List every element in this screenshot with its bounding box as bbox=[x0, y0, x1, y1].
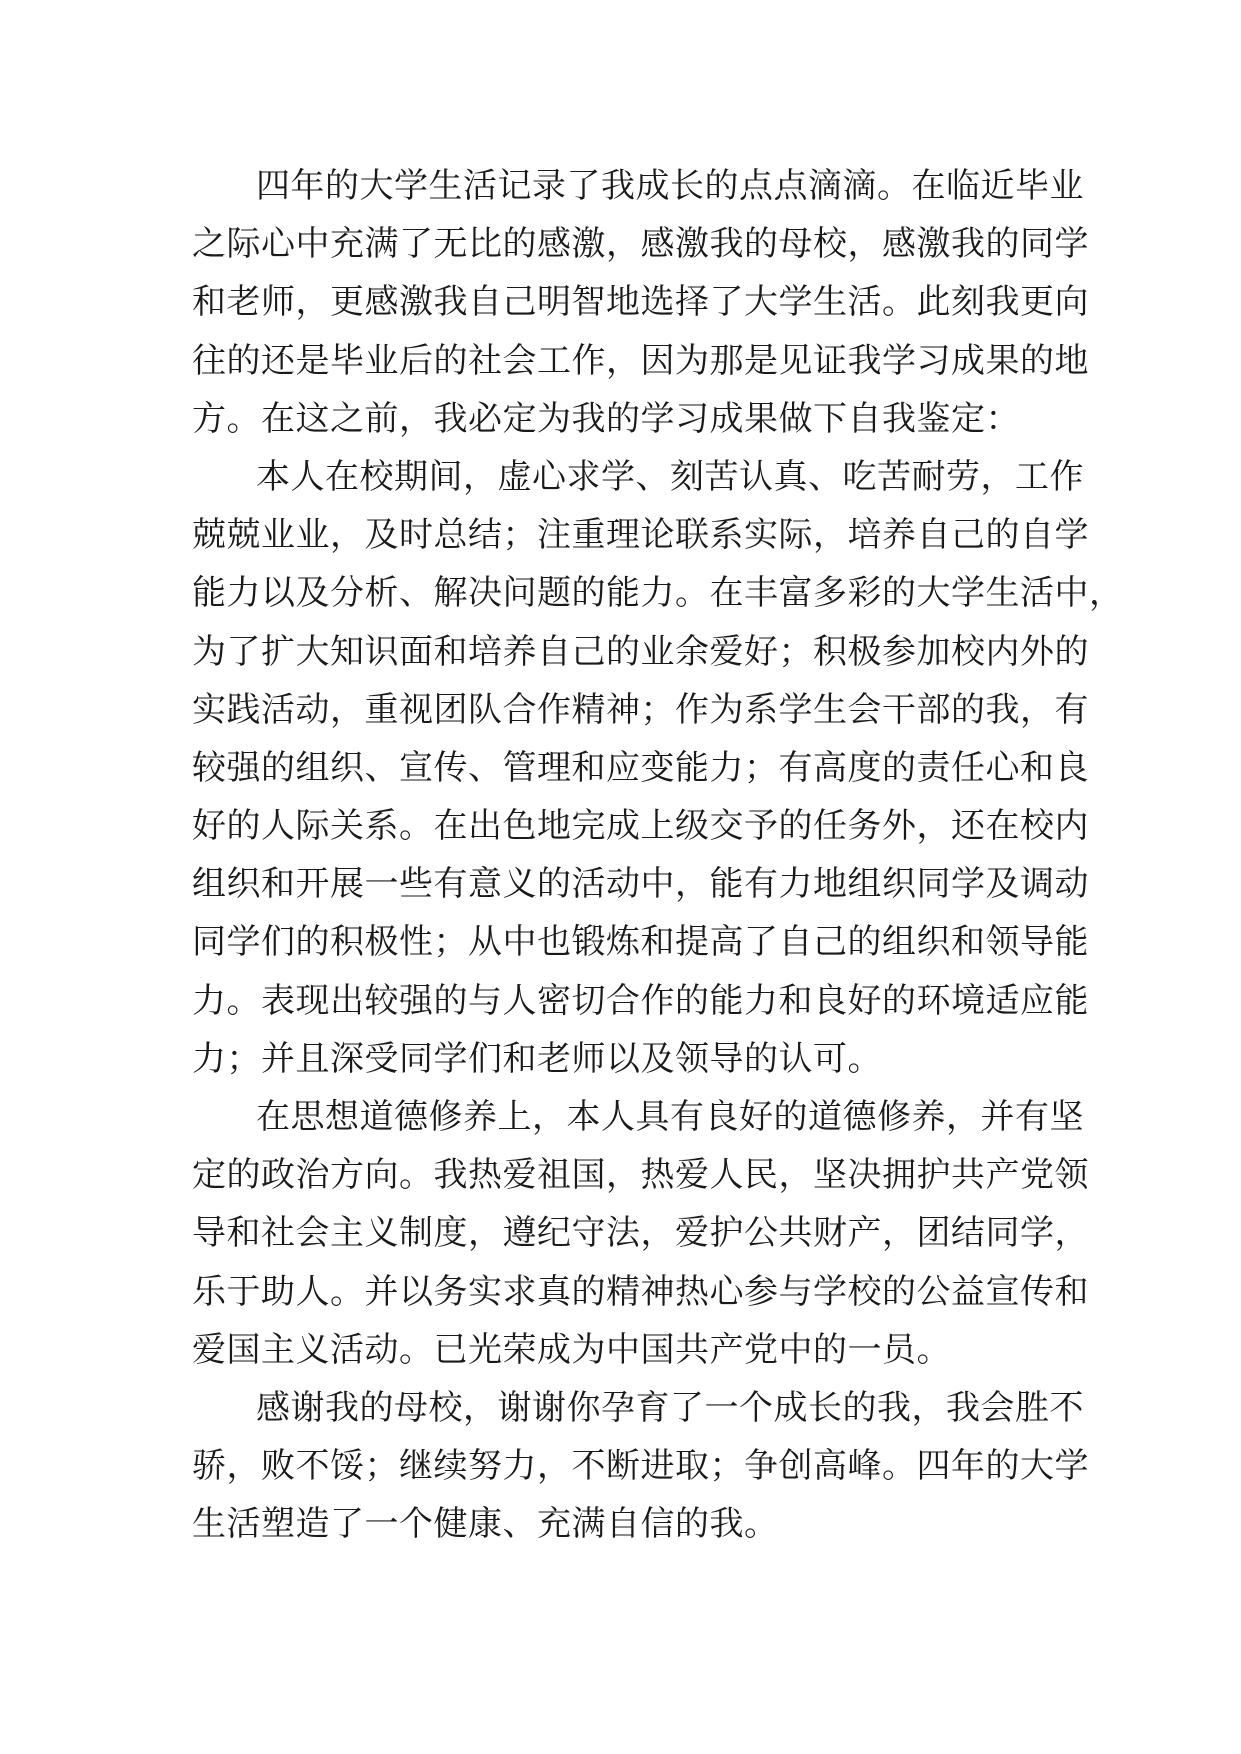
paragraph-2-line-1: 本人在校期间，虚心求学、刻苦认真、吃苦耐劳，工作 bbox=[256, 456, 1084, 497]
paragraph-2-line-4: 为了扩大知识面和培养自己的业余爱好；积极参加校内外的 bbox=[192, 631, 1089, 672]
paragraph-2-line-9: 同学们的积极性；从中也锻炼和提高了自己的组织和领导能 bbox=[192, 922, 1089, 963]
paragraph-2-line-8: 组织和开展一些有意义的活动中，能有力地组织同学及调动 bbox=[192, 864, 1089, 905]
document-body bbox=[192, 157, 1124, 1554]
paragraph-2-line-5: 实践活动，重视团队合作精神；作为系学生会干部的我，有 bbox=[192, 689, 1089, 730]
paragraph-2-line-11: 力；并且深受同学们和老师以及领导的认可。 bbox=[192, 1038, 882, 1079]
paragraph-2-line-10: 力。表现出较强的与人密切合作的能力和良好的环境适应能 bbox=[192, 980, 1089, 1021]
paragraph-1-line-3: 和老师，更感激我自己明智地选择了大学生活。此刻我更向 bbox=[192, 282, 1089, 323]
paragraph-1-line-1: 四年的大学生活记录了我成长的点点滴滴。在临近毕业 bbox=[256, 166, 1084, 206]
paragraph-3-line-2: 定的政治方向。我热爱祖国，热爱人民，坚决拥护共产党领 bbox=[192, 1155, 1089, 1196]
paragraph-4 bbox=[192, 1379, 1089, 1554]
paragraph-3-line-4: 乐于助人。并以务实求真的精神热心参与学校的公益宣传和 bbox=[192, 1271, 1089, 1312]
paragraph-2 bbox=[192, 448, 1124, 1088]
paragraph-3-line-1: 在思想道德修养上，本人具有良好的道德修养，并有坚 bbox=[256, 1097, 1084, 1137]
paragraph-1 bbox=[192, 157, 1089, 448]
paragraph-1-line-2: 之际心中充满了无比的感激，感激我的母校，感激我的同学 bbox=[192, 224, 1089, 265]
paragraph-1-line-5: 方。在这之前，我必定为我的学习成果做下自我鉴定： bbox=[192, 398, 1020, 439]
paragraph-3-line-5: 爱国主义活动。已光荣成为中国共产党中的一员。 bbox=[192, 1329, 951, 1370]
paragraph-2-line-3: 能力以及分析、解决问题的能力。在丰富多彩的大学生活中， bbox=[192, 573, 1124, 614]
paragraph-3-line-3: 导和社会主义制度，遵纪守法，爱护公共财产，团结同学， bbox=[192, 1213, 1089, 1254]
paragraph-3 bbox=[192, 1088, 1089, 1379]
paragraph-2-line-7: 好的人际关系。在出色地完成上级交予的任务外，还在校内 bbox=[192, 806, 1089, 847]
paragraph-2-line-6: 较强的组织、宣传、管理和应变能力；有高度的责任心和良 bbox=[192, 747, 1089, 788]
paragraph-2-line-2: 兢兢业业，及时总结；注重理论联系实际，培养自己的自学 bbox=[192, 515, 1089, 556]
paragraph-1-line-4: 往的还是毕业后的社会工作，因为那是见证我学习成果的地 bbox=[192, 340, 1089, 381]
paragraph-4-line-3: 生活塑造了一个健康、充满自信的我。 bbox=[192, 1504, 779, 1545]
paragraph-4-line-2: 骄，败不馁；继续努力，不断进取；争创高峰。四年的大学 bbox=[192, 1446, 1089, 1487]
paragraph-4-line-1: 感谢我的母校，谢谢你孕育了一个成长的我，我会胜不 bbox=[256, 1387, 1084, 1428]
